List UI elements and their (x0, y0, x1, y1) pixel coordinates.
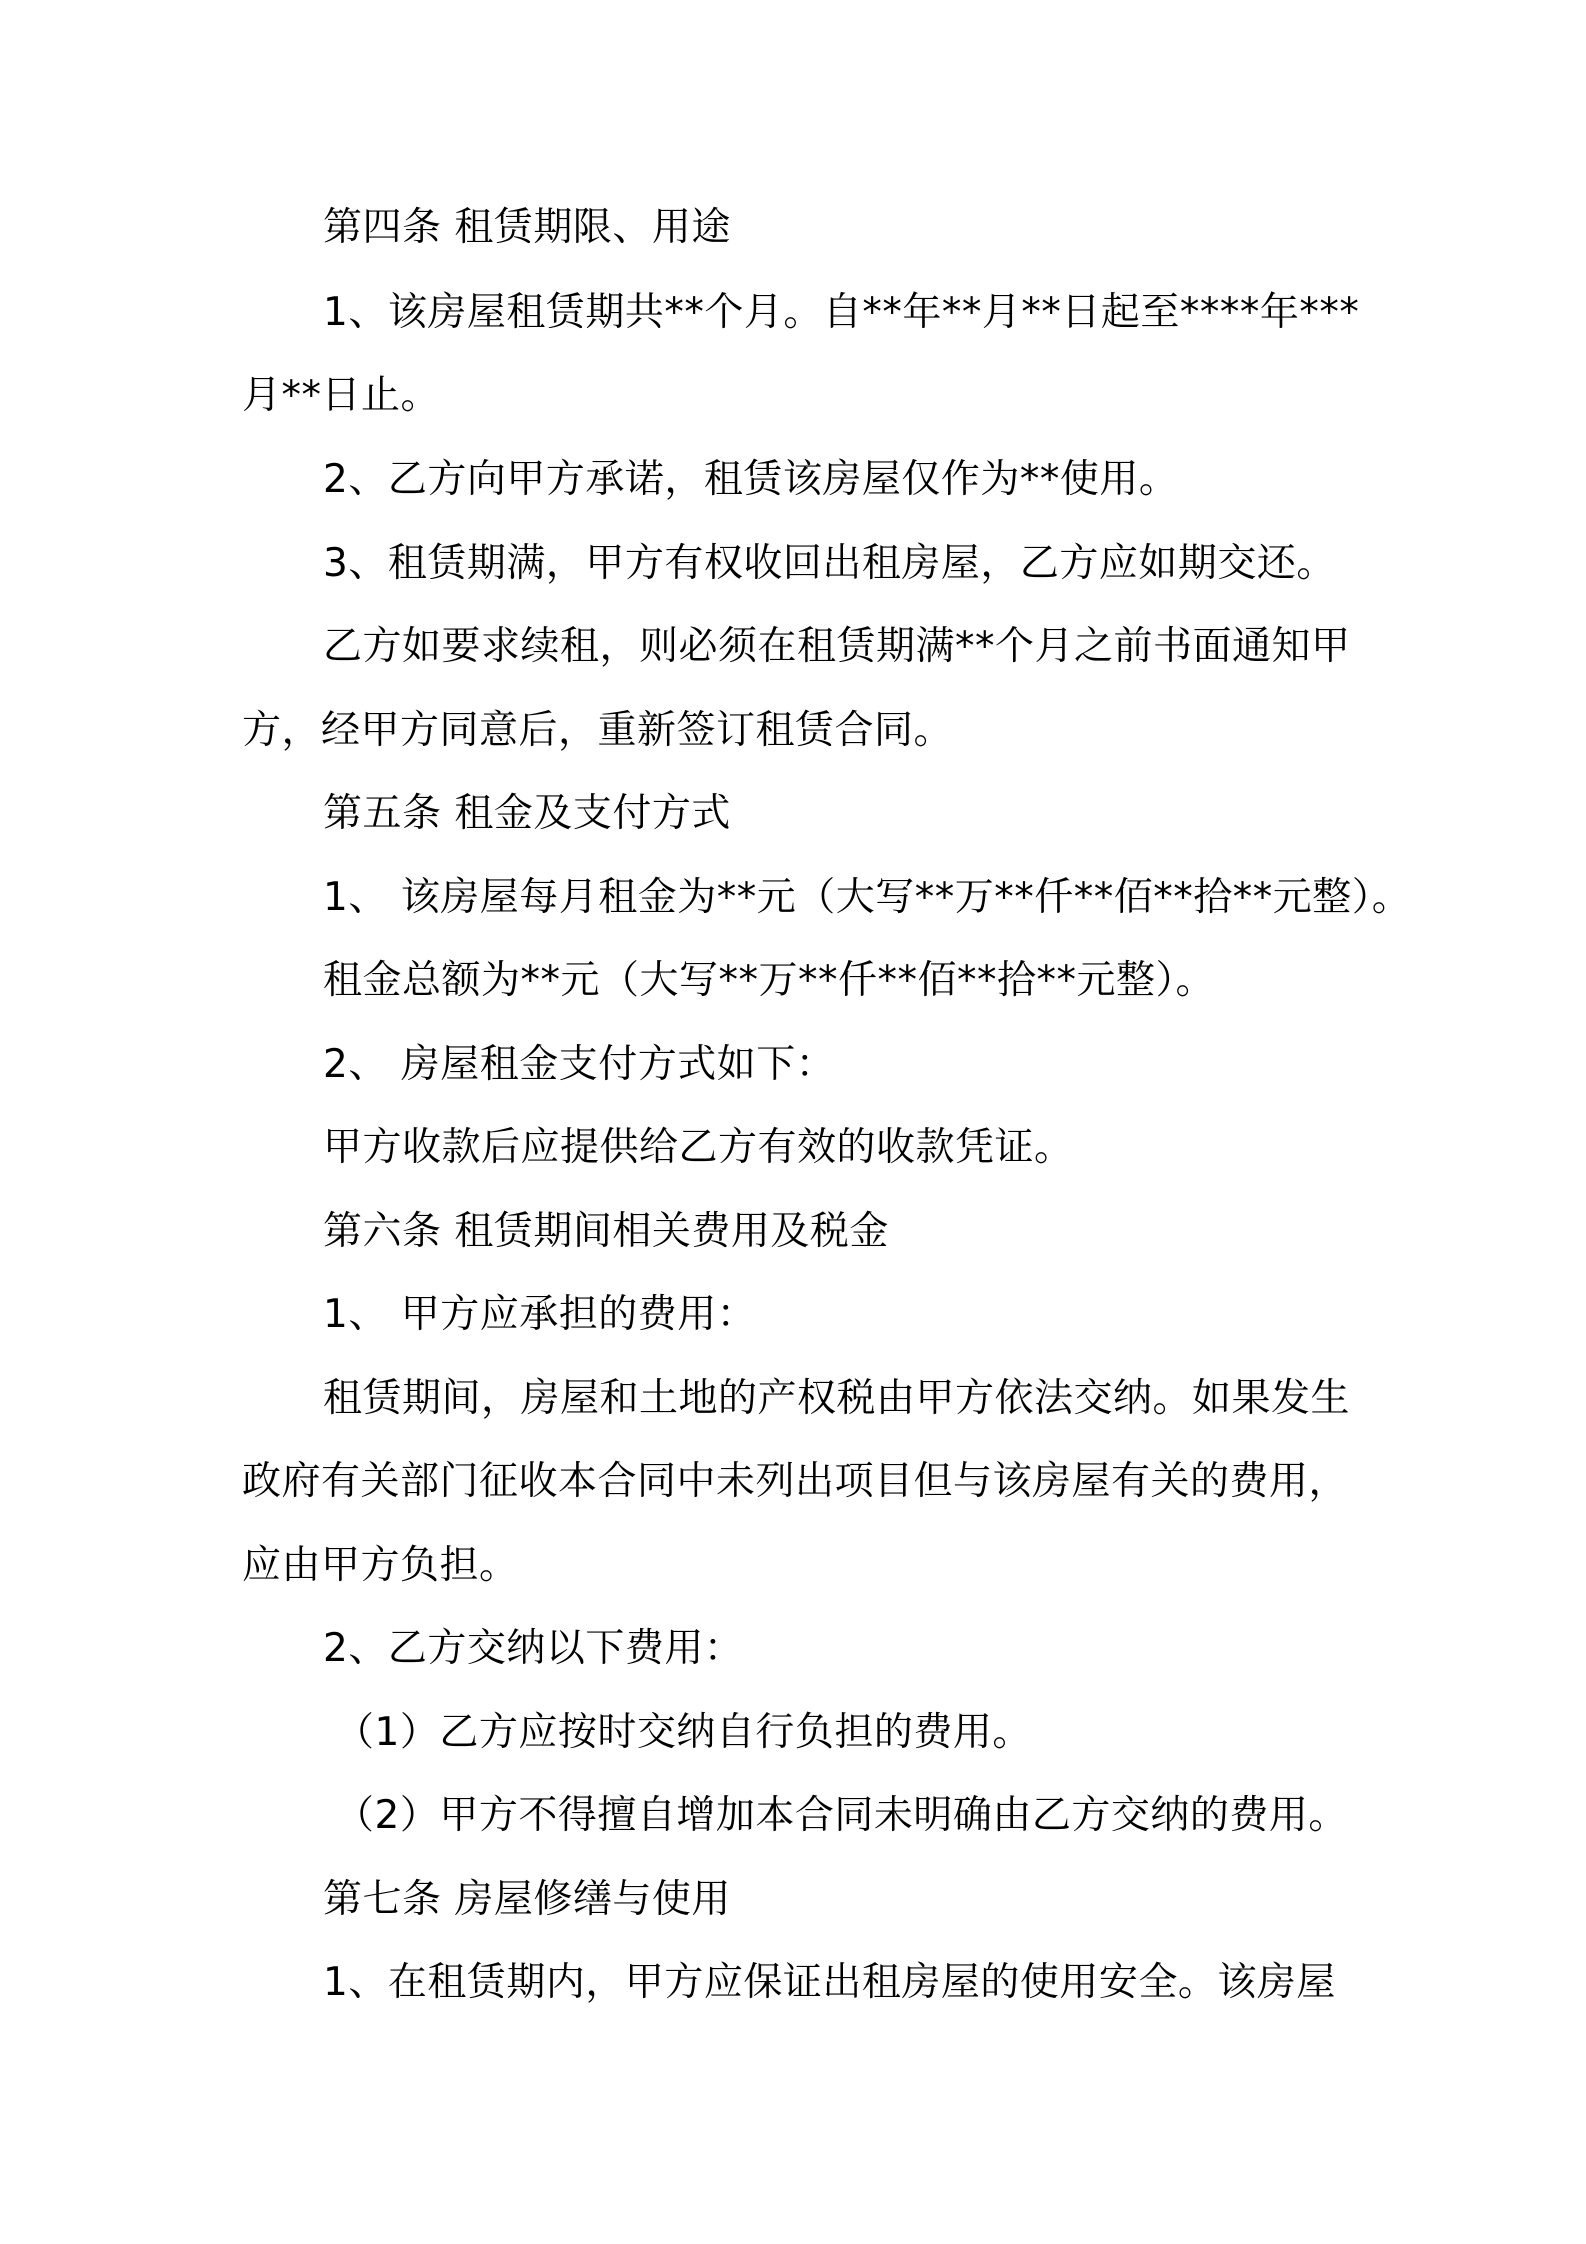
paragraph-line: 应由甲方负担。 (242, 1543, 519, 1588)
paragraph-line: 方，经甲方同意后，重新签订租赁合同。 (242, 708, 954, 753)
article-4-heading: 第四条 租赁期限、用途 (323, 205, 731, 250)
paragraph-line: 2、乙方向甲方承诺，租赁该房屋仅作为**使用。 (323, 457, 1179, 502)
article-5-heading: 第五条 租金及支付方式 (323, 791, 731, 836)
paragraph-line: 3、租赁期满，甲方有权收回出租房屋，乙方应如期交还。 (323, 541, 1336, 586)
paragraph-line: 1、 甲方应承担的费用： (323, 1292, 757, 1337)
paragraph-line: 1、该房屋租赁期共**个月。自**年**月**日起至****年*** (323, 290, 1360, 335)
article-7-heading: 第七条 房屋修缮与使用 (323, 1877, 731, 1922)
paragraph-line: 1、在租赁期内，甲方应保证出租房屋的使用安全。该房屋 (323, 1960, 1336, 2005)
paragraph-line: 租金总额为**元（大写**万**仟**佰**拾**元整）。 (323, 958, 1216, 1003)
paragraph-line: 政府有关部门征收本合同中未列出项目但与该房屋有关的费用， (242, 1459, 1349, 1504)
paragraph-line: 租赁期间，房屋和土地的产权税由甲方依法交纳。如果发生 (323, 1376, 1351, 1421)
list-item: （2）甲方不得擅自增加本合同未明确由乙方交纳的费用。 (335, 1793, 1348, 1838)
paragraph-line: 乙方如要求续租，则必须在租赁期满**个月之前书面通知甲 (323, 624, 1351, 669)
paragraph-line: 1、 该房屋每月租金为**元（大写**万**仟**佰**拾**元整）。 (323, 875, 1412, 920)
paragraph-line: 2、乙方交纳以下费用： (323, 1626, 744, 1671)
paragraph-line: 月**日止。 (242, 373, 441, 418)
list-item: （1）乙方应按时交纳自行负担的费用。 (335, 1710, 1032, 1755)
article-6-heading: 第六条 租赁期间相关费用及税金 (323, 1209, 889, 1254)
paragraph-line: 2、 房屋租金支付方式如下： (323, 1042, 836, 1087)
paragraph-line: 甲方收款后应提供给乙方有效的收款凭证。 (323, 1125, 1074, 1170)
